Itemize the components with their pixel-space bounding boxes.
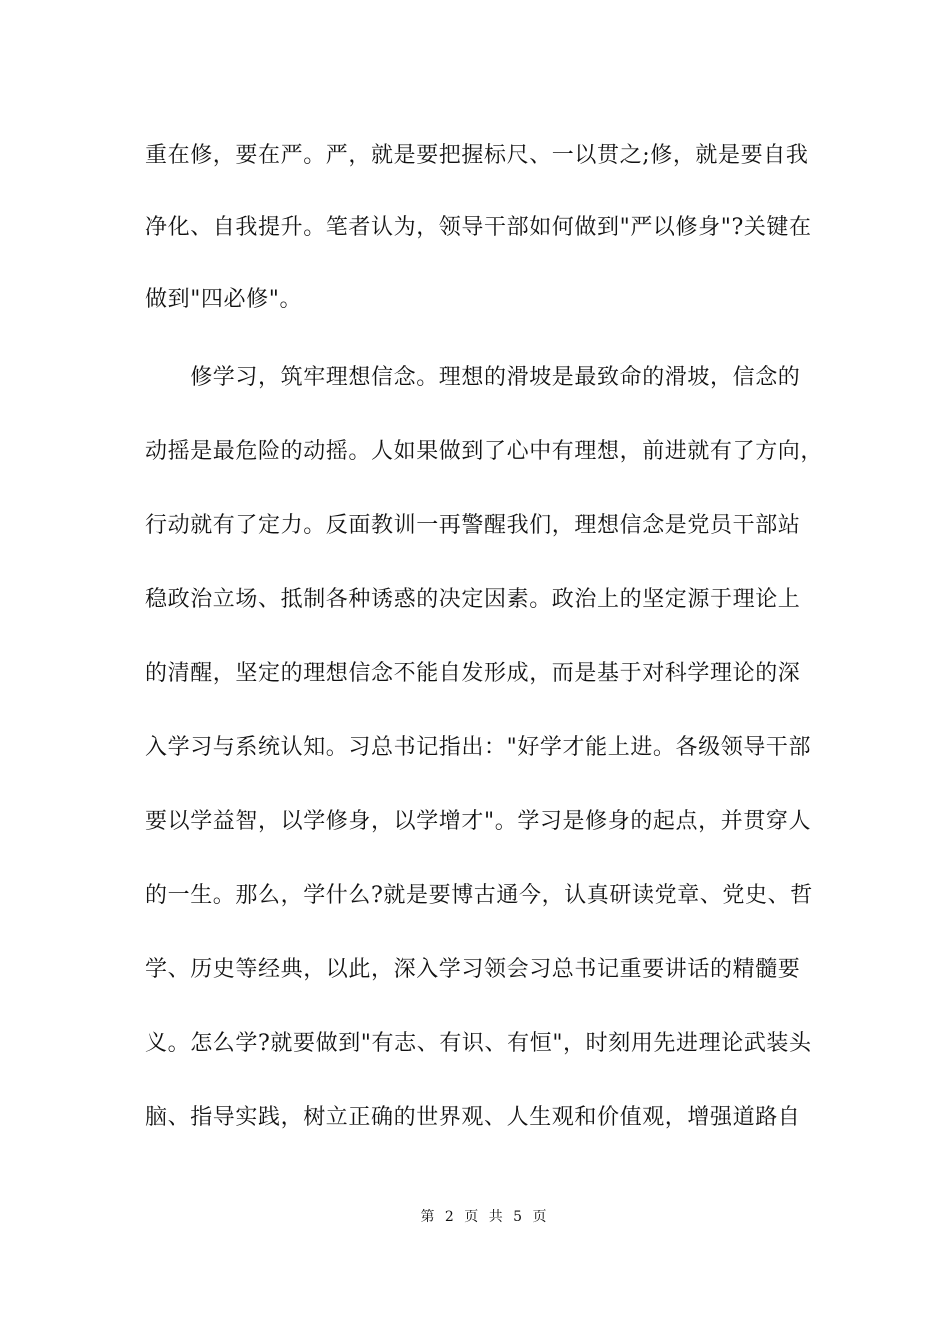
text-line: 的清醒，坚定的理想信念不能自发形成，而是基于对科学理论的深 — [145, 661, 801, 686]
text-line: 义。怎么学?就要做到"有志、有识、有恒"，时刻用先进理论武装头 — [145, 1031, 812, 1056]
text-line: 的一生。那么，学什么?就是要博古通今，认真研读党章、党史、哲 — [145, 883, 813, 908]
text-line: 稳政治立场、抵制各种诱惑的决定因素。政治上的坚定源于理论上 — [145, 587, 801, 612]
text-line: 学、历史等经典，以此，深入学习领会习总书记重要讲话的精髓要 — [145, 957, 801, 982]
text-line: 修学习，筑牢理想信念。理想的滑坡是最致命的滑坡，信念的 — [145, 365, 801, 390]
text-line: 要以学益智，以学修身，以学增才"。学习是修身的起点，并贯穿人 — [145, 809, 812, 834]
text-line: 脑、指导实践，树立正确的世界观、人生观和价值观，增强道路自 — [145, 1105, 801, 1130]
text-line: 净化、自我提升。笔者认为，领导干部如何做到"严以修身"?关键在 — [145, 215, 812, 240]
text-line: 行动就有了定力。反面教训一再警醒我们，理想信念是党员干部站 — [145, 513, 801, 538]
page-number-footer: 第 2 页 共 5 页 — [420, 1209, 550, 1225]
text-line: 入学习与系统认知。习总书记指出："好学才能上进。各级领导干部 — [145, 735, 812, 760]
text-line: 做到"四必修"。 — [145, 287, 303, 312]
text-line: 动摇是最危险的动摇。人如果做到了心中有理想，前进就有了方向， — [145, 439, 824, 464]
text-line: 重在修，要在严。严，就是要把握标尺、一以贯之;修，就是要自我 — [145, 143, 809, 168]
